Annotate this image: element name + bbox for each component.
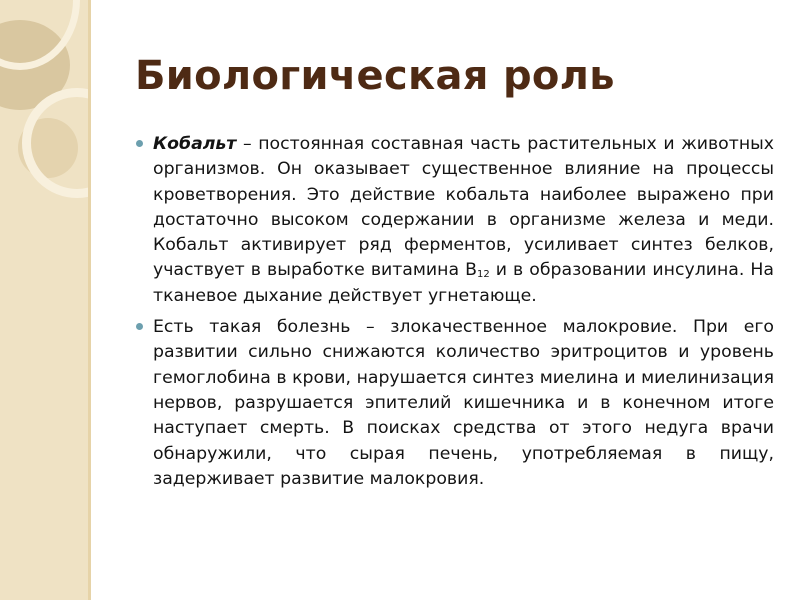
slide-title: Биологическая роль — [135, 53, 615, 99]
slide-body — [133, 132, 774, 498]
bullet-anemia — [133, 315, 774, 492]
bullet-text-continued: и в образовании инсулина. На тканевое дыхание действует угнетающе. — [153, 260, 774, 306]
bullet-dot — [136, 140, 143, 147]
bullet-cobalt — [133, 132, 774, 309]
vitamin-subscript: 12 — [476, 269, 490, 281]
bullet-text: Есть такая болезнь – злокачественное малокровие. При его развитии сильно снижаются количество эритроцитов и уровень гемоглобина в крови, нарушается синтез миелина и миелинизация нервов, разрушается эпителий кишечника и в конечном итоге наступает смерть. В поисках средства от этого недуга врачи обнаружили, что сырая печень, употребляемая в пищу, задерживает развитие малокровия. — [153, 317, 774, 489]
bullet-text: – постоянная составная часть растительных и животных организмов. Он оказывает существенное влияние на процессы кроветворения. Это действие кобальта наиболее выражено при достаточно высоком содержании в организме железа и меди. Кобальт активирует ряд ферментов, усиливает синтез белков, участвует в выработке витамина В — [153, 134, 774, 281]
bullet-dot — [136, 323, 143, 330]
side-panel-border — [88, 0, 91, 600]
decorative-side-panel — [0, 0, 88, 600]
bullet-lead-term: Кобальт — [153, 134, 237, 154]
